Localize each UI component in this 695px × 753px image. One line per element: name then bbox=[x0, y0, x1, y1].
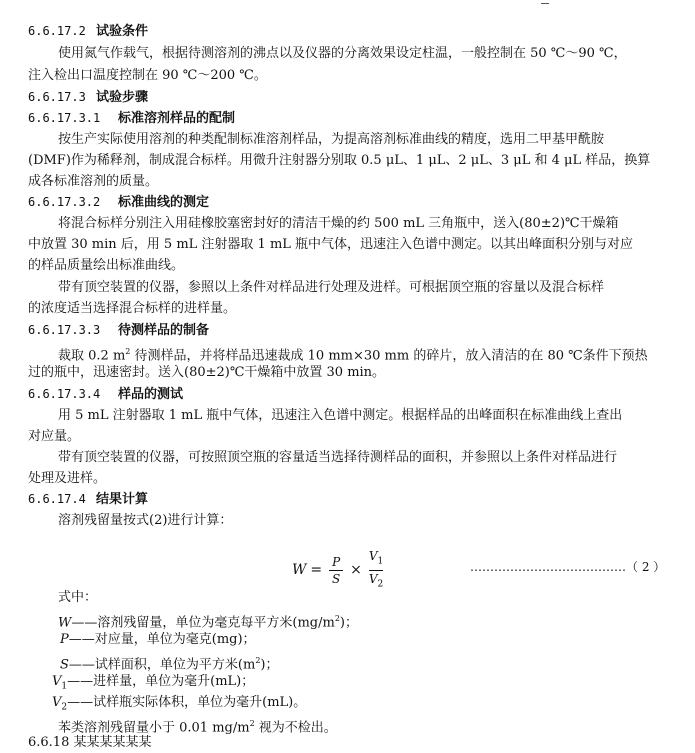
denominator bbox=[369, 572, 383, 591]
section-title: 试验步骤 bbox=[96, 90, 149, 105]
formula-lhs: W bbox=[292, 562, 307, 578]
formula-2 bbox=[292, 550, 386, 590]
section-number: 6.6.17.3.1 bbox=[28, 111, 101, 125]
paragraph-line: 注入检出口温度控制在 90 ℃～200 ℃。 bbox=[28, 68, 267, 83]
fraction-bar bbox=[369, 570, 383, 571]
paragraph-line: 带有顶空装置的仪器，参照以上条件对样品进行处理及进样。可根据顶空瓶的容量以及混合标样 bbox=[58, 280, 605, 295]
top-edge-mark bbox=[541, 0, 549, 4]
superscript: 2 bbox=[249, 719, 255, 728]
text-run: 待测样品，并将样品迅速裁成 10 mm×30 mm 的碎片，放入清洁的在 80 ℃条件下预热 bbox=[130, 348, 648, 364]
section-heading-6-6-17-3-4 bbox=[28, 384, 183, 405]
denominator-subscript: 2 bbox=[377, 578, 384, 589]
section-heading-6-6-17-3-1 bbox=[28, 108, 235, 129]
section-title: 标准曲线的测定 bbox=[118, 195, 210, 210]
section-title: 标准溶剂样品的配制 bbox=[118, 111, 236, 126]
section-number: 6.6.17.3 bbox=[28, 90, 86, 104]
description-tail: )； bbox=[260, 657, 279, 673]
symbol: P bbox=[60, 632, 69, 647]
paragraph-line: 溶剂残留量按式(2)进行计算： bbox=[58, 513, 233, 528]
section-number: 6.6.17.3.2 bbox=[28, 195, 101, 209]
formula-equals: = bbox=[310, 562, 323, 578]
paragraph-line: 将混合标样分别注入用硅橡胶塞密封好的清洁干燥的约 500 mL 三角瓶中，送入(80±2)℃干燥箱 bbox=[58, 216, 619, 231]
formula-times: × bbox=[350, 562, 362, 578]
section-title: 样品的测试 bbox=[118, 387, 184, 402]
paragraph-line: 的样品质量绘出标准曲线。 bbox=[28, 258, 185, 273]
symbol: S bbox=[60, 657, 69, 673]
equation-number: …………………………………（ 2 ） bbox=[470, 560, 666, 574]
paragraph-line: 按生产实际使用溶剂的种类配制标准溶剂样品，为提高溶剂标准曲线的精度，选用二甲基甲酰胺 bbox=[58, 132, 605, 147]
section-number: 6.6.17.4 bbox=[28, 492, 86, 506]
symbol-letter: V bbox=[52, 695, 62, 710]
where-item-p bbox=[60, 630, 256, 650]
fraction-bar bbox=[329, 570, 343, 571]
paragraph-line: 使用氮气作载气，根据待测溶剂的沸点以及仪器的分离效果设定柱温，一般控制在 50 ℃～90 ℃， bbox=[58, 46, 627, 61]
symbol bbox=[52, 674, 68, 692]
section-number: 6.6.17.2 bbox=[28, 24, 86, 38]
paragraph-line: 用 5 mL 注射器取 1 mL 瓶中气体，迅速注入色谱中测定。根据样品的出峰面积在标准曲线上查出 bbox=[58, 408, 623, 423]
section-title: 待测样品的制备 bbox=[118, 323, 210, 338]
denominator: S bbox=[332, 571, 341, 586]
section-heading-6-6-17-4 bbox=[28, 489, 148, 510]
symbol-description: ——溶剂残留量，单位为毫克每平方米(mg/m bbox=[71, 615, 335, 631]
paragraph-line: 成各标准溶剂的质量。 bbox=[28, 174, 159, 189]
superscript: 2 bbox=[334, 614, 340, 623]
description-tail: )； bbox=[339, 615, 358, 631]
section-heading-6-6-17-3-3 bbox=[28, 320, 209, 341]
section-number: 6.6.17.3.4 bbox=[28, 387, 101, 401]
symbol-description: ——试样瓶实际体积，单位为毫升(mL)。 bbox=[67, 695, 307, 710]
symbol-description: ——进样量，单位为毫升(mL)； bbox=[67, 674, 255, 689]
paragraph-line: 过的瓶中，迅速密封。送入(80±2)℃干燥箱中放置 30 min。 bbox=[28, 365, 386, 380]
section-heading-6-6-17-2 bbox=[28, 21, 148, 42]
symbol-description: ——对应量，单位为毫克(mg)； bbox=[68, 632, 256, 647]
fraction-p-over-s bbox=[329, 555, 343, 586]
superscript: 2 bbox=[125, 347, 131, 356]
section-title: 结果计算 bbox=[96, 492, 149, 507]
paragraph-line: 对应量。 bbox=[28, 429, 81, 444]
symbol-subscript: 1 bbox=[61, 681, 68, 692]
paragraph-line: 处理及进样。 bbox=[28, 471, 107, 486]
text-run: 苯类溶剂残留量小于 0.01 mg/m bbox=[58, 720, 250, 736]
where-label: 式中： bbox=[58, 590, 98, 605]
numerator: P bbox=[332, 554, 341, 569]
fraction-v1-over-v2 bbox=[369, 549, 383, 591]
symbol: W bbox=[58, 615, 72, 631]
superscript: 2 bbox=[255, 656, 261, 665]
paragraph-line: 中放置 30 min 后，用 5 mL 注射器取 1 mL 瓶中气体，迅速注入色谱中测定。以其出峰面积分别与对应 bbox=[28, 237, 634, 252]
symbol bbox=[52, 695, 68, 713]
next-section-heading-cutoff: 6.6.18 某某某某某某 bbox=[28, 735, 152, 750]
paragraph-line: 的浓度适当选择混合标样的进样量。 bbox=[28, 301, 237, 316]
section-title: 试验条件 bbox=[96, 24, 149, 39]
numerator-symbol: V bbox=[368, 549, 378, 564]
section-heading-6-6-17-3-2 bbox=[28, 192, 209, 213]
paragraph-line: (DMF)作为稀释剂，制成混合标样。用微升注射器分别取 0.5 μL、1 μL、2 μL、3 μL 和 4 μL 样品，换算 bbox=[28, 153, 651, 168]
denominator-symbol: V bbox=[368, 571, 378, 586]
text-run: 裁取 0.2 m bbox=[58, 348, 126, 364]
text-run: 视为不检出。 bbox=[254, 720, 337, 736]
section-number: 6.6.17.3.3 bbox=[28, 323, 101, 337]
numerator-subscript: 1 bbox=[377, 556, 384, 567]
section-heading-6-6-17-3 bbox=[28, 87, 148, 108]
symbol-subscript: 2 bbox=[61, 702, 68, 713]
numerator bbox=[369, 549, 383, 568]
symbol-description: ——试样面积，单位为平方米(m bbox=[68, 657, 256, 673]
symbol-letter: V bbox=[52, 674, 62, 689]
paragraph-line: 带有顶空装置的仪器，可按照顶空瓶的容量适当选择待测样品的面积，并参照以上条件对样品进行 bbox=[58, 450, 618, 465]
